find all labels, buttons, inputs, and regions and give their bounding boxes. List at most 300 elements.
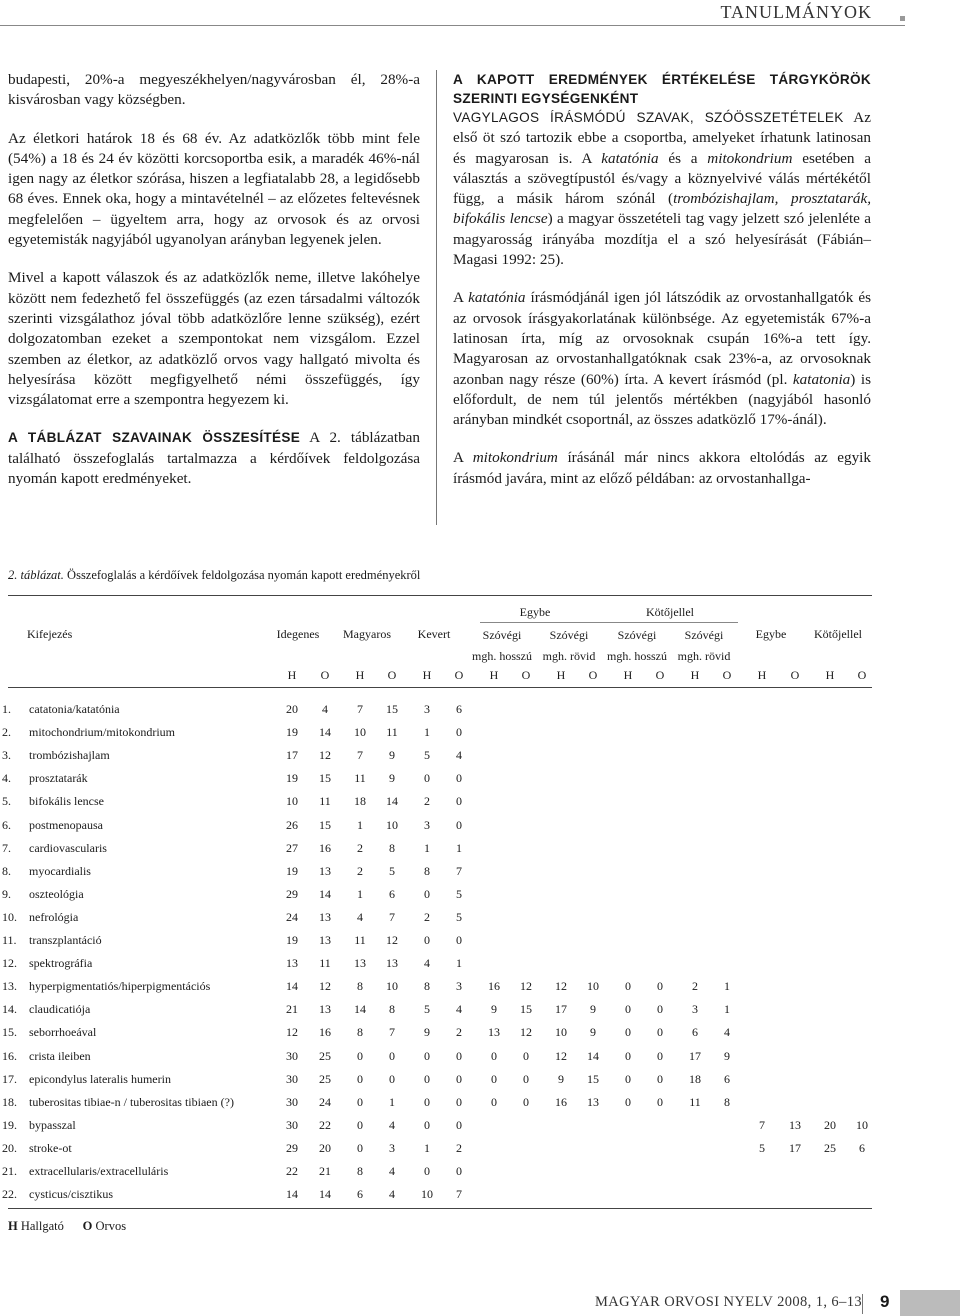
row-number: 12.: [2, 956, 17, 970]
row-value: 14: [286, 1187, 298, 1201]
text-run: esetében a választás a szövegtípustól és/vagy a köznyelvivé válás mértékétől függ, a másik három szónál (: [453, 149, 871, 208]
row-value: 25: [319, 1072, 331, 1086]
header-square-icon: [900, 16, 905, 21]
row-value: 0: [456, 933, 462, 947]
left-paragraph-2: Az életkori határok 18 és 68 év. Az adatközlők több mint fele (54%) a 18 és 24 év közötti korcsoportba esik, a maradék 46%-nál igen nagy az életkor szórása, hiszen a legfiatalabb 28, a legidősebb 68 éves. Ennek oka, hogy a mintavételnél – az előzetes feltevésnek megfelelően – ügyeltem arra, hogy az orvosok és az orvosi egyetemisták nagyjából ugyanolyan arányban legyenek jelen.: [8, 129, 420, 249]
row-value: 3: [692, 1002, 698, 1016]
row-value: 1: [724, 979, 730, 993]
row-value: 0: [456, 1049, 462, 1063]
row-value: 11: [319, 794, 331, 808]
row-value: 0: [424, 933, 430, 947]
italic-term: trombózishajlam, prosztatarák, bifokális lencse: [453, 190, 871, 228]
row-value: 27: [286, 841, 298, 855]
right-heading: A KAPOTT EREDMÉNYEK ÉRTÉKELÉSE TÁRGYKÖRÖK SZERINTI EGYSÉGENKÉNT: [453, 72, 871, 106]
row-value: 22: [286, 1164, 298, 1178]
ho-header-cell: H: [556, 668, 566, 682]
row-value: 24: [319, 1095, 331, 1109]
row-value: 7: [357, 702, 363, 716]
row-value: 9: [389, 771, 395, 785]
ho-header-cell: H: [623, 668, 633, 682]
row-value: 13: [789, 1118, 801, 1132]
row-number: 3.: [2, 748, 11, 762]
table-bottom-rule: [8, 1208, 872, 1209]
row-value: 1: [357, 887, 363, 901]
row-value: 19: [286, 933, 298, 947]
row-value: 1: [456, 841, 462, 855]
row-value: 0: [625, 1049, 631, 1063]
row-term: extracellularis/extracelluláris: [29, 1164, 169, 1178]
row-value: 15: [319, 818, 331, 832]
left-paragraph-3: Mivel a kapott válaszok és az adatközlők neme, illetve lakóhelye között nem fedezhető fel összefüggés (az ezen társadalmi változók szerinti vizsgálathoz jóval több adatközlőre lenne szükség), ezért dolgozatomban ezeket a szempontokat nem vizsgálom. Ezzel szemben az életkor, az adatközlő orvos vagy hallgató mivolta és helyesírása között megfigyelhető némi összefüggés, így vizsgálatomat erre a szempontra hegyezem ki.: [8, 269, 420, 409]
row-value: 7: [456, 864, 462, 878]
table-caption: [8, 568, 420, 583]
row-value: 0: [389, 1072, 395, 1086]
header-szovegi-1: Szóvégi: [482, 628, 522, 642]
row-value: 1: [424, 1141, 430, 1155]
row-value: 0: [424, 1049, 430, 1063]
row-value: 11: [354, 771, 366, 785]
row-value: 0: [657, 1025, 663, 1039]
row-term: epicondylus lateralis humerin: [29, 1072, 171, 1086]
section-title: TANULMÁNYOK: [720, 2, 872, 22]
row-value: 6: [724, 1072, 730, 1086]
row-value: 0: [625, 1095, 631, 1109]
header-kotojellel: Kötőjellel: [814, 627, 862, 641]
row-value: 14: [587, 1049, 599, 1063]
row-value: 0: [491, 1095, 497, 1109]
running-header: [0, 0, 960, 26]
row-number: 19.: [2, 1118, 17, 1132]
row-term: transzplantáció: [29, 933, 102, 947]
legend-h-text: Hallgató: [17, 1219, 64, 1233]
row-value: 10: [386, 979, 398, 993]
row-value: 17: [789, 1141, 801, 1155]
row-value: 0: [357, 1049, 363, 1063]
header-magyaros: Magyaros: [343, 627, 391, 641]
row-number: 11.: [2, 933, 17, 947]
ho-header-cell: O: [857, 668, 867, 682]
header-szovegi-2: Szóvégi: [549, 628, 589, 642]
row-value: 14: [319, 887, 331, 901]
row-value: 9: [558, 1072, 564, 1086]
row-value: 12: [386, 933, 398, 947]
row-value: 0: [424, 1164, 430, 1178]
row-number: 9.: [2, 887, 11, 901]
row-value: 3: [424, 818, 430, 832]
row-term: hyperpigmentatiós/hiperpigmentációs: [29, 979, 211, 993]
row-value: 0: [523, 1049, 529, 1063]
row-number: 17.: [2, 1072, 17, 1086]
row-value: 17: [555, 1002, 567, 1016]
row-term: stroke-ot: [29, 1141, 72, 1155]
row-value: 0: [357, 1072, 363, 1086]
text-run: Az első öt szó tartozik ebbe a csoportba, amelyeket írhatunk latinosan és magyarosan is. A: [453, 109, 871, 167]
row-value: 16: [319, 841, 331, 855]
row-value: 5: [424, 748, 430, 762]
header-kifejezes: Kifejezés: [27, 627, 73, 641]
text-run: és a: [658, 149, 708, 167]
header-egybe: Egybe: [755, 627, 787, 641]
table-caption-number: 2. táblázat.: [8, 568, 64, 582]
row-value: 12: [555, 1049, 567, 1063]
header-idegenes: Idegenes: [276, 627, 320, 641]
row-value: 0: [456, 771, 462, 785]
row-value: 30: [286, 1072, 298, 1086]
row-value: 0: [491, 1072, 497, 1086]
header-szovegi-4: Szóvégi: [684, 628, 724, 642]
row-value: 0: [456, 1095, 462, 1109]
row-value: 0: [424, 887, 430, 901]
row-value: 2: [456, 1025, 462, 1039]
row-value: 10: [555, 1025, 567, 1039]
row-value: 2: [692, 979, 698, 993]
row-value: 7: [357, 748, 363, 762]
row-value: 9: [590, 1002, 596, 1016]
left-paragraph-1: budapesti, 20%-a megyeszékhelyen/nagyvárosban él, 28%-a kisvárosban vagy községben.: [8, 71, 420, 109]
row-value: 13: [286, 956, 298, 970]
row-value: 0: [389, 1049, 395, 1063]
row-value: 13: [319, 933, 331, 947]
ho-header-cell: H: [690, 668, 700, 682]
row-value: 12: [286, 1025, 298, 1039]
row-value: 0: [424, 1095, 430, 1109]
row-value: 4: [389, 1118, 395, 1132]
row-value: 10: [386, 818, 398, 832]
row-value: 12: [555, 979, 567, 993]
row-number: 6.: [2, 818, 11, 832]
text-run: ) is előfordult, de nem túl jelentős mértékben (nagyjából hasonló arányban mindkét csoportnál, az összes adatközlő 17%-ánál).: [453, 370, 871, 429]
row-value: 1: [724, 1002, 730, 1016]
row-value: 7: [389, 910, 395, 924]
row-term: tuberositas tibiae-n / tuberositas tibiaen (?): [29, 1095, 234, 1109]
row-value: 4: [424, 956, 430, 970]
legend-o-text: Orvos: [92, 1219, 127, 1233]
row-value: 13: [587, 1095, 599, 1109]
row-number: 18.: [2, 1095, 17, 1109]
row-number: 16.: [2, 1049, 17, 1063]
row-value: 0: [657, 1049, 663, 1063]
row-term: cardiovascularis: [29, 841, 107, 855]
left-paragraph-4: [8, 428, 420, 489]
row-term: prosztatarák: [29, 771, 88, 785]
row-value: 0: [456, 1164, 462, 1178]
row-value: 29: [286, 887, 298, 901]
row-value: 13: [354, 956, 366, 970]
row-value: 3: [389, 1141, 395, 1155]
row-value: 7: [389, 1025, 395, 1039]
ho-header-cell: O: [588, 668, 598, 682]
row-value: 16: [555, 1095, 567, 1109]
row-number: 14.: [2, 1002, 17, 1016]
row-number: 22.: [2, 1187, 17, 1201]
row-number: 10.: [2, 910, 17, 924]
row-value: 16: [488, 979, 500, 993]
row-term: nefrológia: [29, 910, 79, 924]
row-value: 8: [389, 1002, 395, 1016]
row-value: 13: [386, 956, 398, 970]
row-value: 4: [357, 910, 363, 924]
row-number: 20.: [2, 1141, 17, 1155]
right-paragraph-2: [453, 288, 871, 430]
ho-header-cell: H: [825, 668, 835, 682]
row-value: 5: [424, 1002, 430, 1016]
row-value: 15: [386, 702, 398, 716]
header-mgh-2: mgh. rövid: [542, 649, 596, 663]
row-value: 2: [357, 841, 363, 855]
ho-header-cell: O: [722, 668, 732, 682]
right-paragraph-3: [453, 448, 871, 489]
row-value: 14: [319, 1187, 331, 1201]
row-value: 7: [456, 1187, 462, 1201]
right-subheading: VAGYLAGOS ÍRÁSMÓDÚ SZAVAK, SZÓÖSSZETÉTELEK: [453, 110, 844, 125]
ho-header-cell: O: [387, 668, 397, 682]
row-value: 9: [491, 1002, 497, 1016]
row-value: 10: [587, 979, 599, 993]
row-value: 18: [354, 794, 366, 808]
row-value: 6: [859, 1141, 865, 1155]
group-header-rule: [480, 622, 738, 623]
row-value: 5: [759, 1141, 765, 1155]
table-header-rule: [8, 687, 872, 688]
header-szovegi-3: Szóvégi: [617, 628, 657, 642]
row-value: 21: [286, 1002, 298, 1016]
row-value: 30: [286, 1095, 298, 1109]
row-value: 30: [286, 1118, 298, 1132]
row-value: 17: [689, 1049, 701, 1063]
row-term: trombózishajlam: [29, 748, 110, 762]
row-number: 15.: [2, 1025, 17, 1039]
row-value: 10: [856, 1118, 868, 1132]
row-value: 8: [357, 1164, 363, 1178]
row-value: 20: [824, 1118, 836, 1132]
ho-header-cell: H: [422, 668, 432, 682]
row-term: cysticus/cisztikus: [29, 1187, 113, 1201]
row-value: 1: [389, 1095, 395, 1109]
page-number: 9: [880, 1292, 890, 1311]
row-value: 14: [286, 979, 298, 993]
row-value: 0: [456, 725, 462, 739]
row-value: 15: [319, 771, 331, 785]
row-value: 12: [520, 979, 532, 993]
ho-header-cell: O: [454, 668, 464, 682]
row-value: 8: [357, 1025, 363, 1039]
column-divider: [436, 70, 437, 525]
row-value: 12: [520, 1025, 532, 1039]
row-value: 22: [319, 1118, 331, 1132]
right-paragraph-1: [453, 108, 871, 270]
row-term: bypasszal: [29, 1118, 76, 1132]
row-value: 0: [657, 1072, 663, 1086]
row-number: 5.: [2, 794, 11, 808]
header-mgh-4: mgh. rövid: [677, 649, 731, 663]
row-term: mitochondrium/mitokondrium: [29, 725, 175, 739]
row-number: 7.: [2, 841, 11, 855]
ho-header-cell: H: [757, 668, 767, 682]
row-value: 8: [424, 864, 430, 878]
row-number: 8.: [2, 864, 11, 878]
row-value: 6: [692, 1025, 698, 1039]
row-value: 0: [657, 1095, 663, 1109]
table-legend: [8, 1219, 126, 1234]
row-term: seborrhoeával: [29, 1025, 97, 1039]
row-value: 2: [424, 910, 430, 924]
row-value: 19: [286, 864, 298, 878]
row-value: 14: [319, 725, 331, 739]
running-footer: [0, 1290, 960, 1316]
ho-header-cell: H: [489, 668, 499, 682]
row-value: 5: [456, 910, 462, 924]
row-term: myocardialis: [29, 864, 91, 878]
row-term: catatonia/katatónia: [29, 702, 120, 716]
row-value: 15: [520, 1002, 532, 1016]
header-kevert: Kevert: [417, 627, 451, 641]
row-value: 8: [424, 979, 430, 993]
row-value: 0: [491, 1049, 497, 1063]
italic-term: katatonia: [792, 370, 851, 388]
row-value: 10: [286, 794, 298, 808]
ho-header-cell: O: [790, 668, 800, 682]
table-caption-text: Összefoglalás a kérdőívek feldolgozása nyomán kapott eredményekről: [63, 568, 421, 582]
row-value: 0: [657, 1002, 663, 1016]
ho-header-cell: O: [521, 668, 531, 682]
header-rule: [0, 25, 905, 26]
row-number: 2.: [2, 725, 11, 739]
row-value: 2: [357, 864, 363, 878]
row-value: 0: [424, 1072, 430, 1086]
row-value: 19: [286, 771, 298, 785]
row-value: 1: [424, 725, 430, 739]
row-value: 11: [689, 1095, 701, 1109]
legend-h-key: H: [8, 1219, 18, 1233]
row-value: 0: [625, 979, 631, 993]
row-value: 6: [456, 702, 462, 716]
row-value: 13: [319, 1002, 331, 1016]
row-value: 0: [456, 1118, 462, 1132]
text-run: írásánál már nincs akkora eltolódás az egyik írásmód javára, mint az előző példában: az orvostanhallga-: [453, 449, 871, 487]
row-value: 18: [689, 1072, 701, 1086]
row-number: 13.: [2, 979, 17, 993]
row-value: 4: [724, 1025, 730, 1039]
row-value: 0: [625, 1072, 631, 1086]
row-number: 1.: [2, 702, 11, 716]
row-value: 0: [625, 1025, 631, 1039]
row-value: 0: [357, 1095, 363, 1109]
row-term: bifokális lencse: [29, 794, 104, 808]
row-value: 0: [625, 1002, 631, 1016]
text-run: írásmódjánál igen jól látszódik az orvostanhallgatók és az orvosok írásgyakorlatának különbsége. Az egyetemisták 67%-a latinosan írta, míg az orvosoknak csupán 16%-a tett így. Magyarosan az orvostanhallgatóknak csak 23%-a, az orvosoknak azonban nagy része (60%) írta. A kevert írásmód (pl.: [453, 289, 871, 388]
row-value: 16: [319, 1025, 331, 1039]
row-value: 30: [286, 1049, 298, 1063]
row-value: 13: [488, 1025, 500, 1039]
italic-term: mitokondrium: [472, 449, 558, 467]
row-value: 10: [421, 1187, 433, 1201]
legend-o-key: O: [82, 1219, 93, 1233]
row-term: oszteológia: [29, 887, 84, 901]
row-value: 0: [456, 1072, 462, 1086]
row-value: 8: [389, 841, 395, 855]
group-header-egybe: Egybe: [519, 605, 551, 619]
row-value: 0: [424, 771, 430, 785]
journal-citation: MAGYAR ORVOSI NYELV 2008, 1, 6–13: [595, 1294, 863, 1310]
row-value: 13: [319, 864, 331, 878]
row-value: 11: [319, 956, 331, 970]
row-value: 9: [424, 1025, 430, 1039]
italic-term: katatónia: [601, 149, 659, 167]
row-value: 8: [724, 1095, 730, 1109]
row-value: 29: [286, 1141, 298, 1155]
row-value: 21: [319, 1164, 331, 1178]
right-column: [453, 70, 871, 507]
italic-term: mitokondrium: [707, 149, 793, 167]
row-term: crista ileiben: [29, 1049, 91, 1063]
row-value: 4: [389, 1187, 395, 1201]
row-value: 12: [319, 748, 331, 762]
row-value: 14: [354, 1002, 366, 1016]
row-value: 7: [759, 1118, 765, 1132]
row-value: 20: [319, 1141, 331, 1155]
ho-header-cell: O: [655, 668, 665, 682]
ho-header-cell: O: [320, 668, 330, 682]
table-summary-heading: A TÁBLÁZAT SZAVAINAK ÖSSZESÍTÉSE: [8, 430, 301, 446]
row-value: 10: [354, 725, 366, 739]
row-value: 2: [424, 794, 430, 808]
left-column: [8, 70, 420, 507]
table-top-rule: [8, 595, 872, 596]
row-value: 12: [319, 979, 331, 993]
row-value: 0: [357, 1118, 363, 1132]
text-run: A: [453, 449, 473, 467]
row-term: spektrográfia: [29, 956, 93, 970]
row-value: 1: [424, 841, 430, 855]
row-value: 4: [456, 1002, 462, 1016]
row-value: 3: [456, 979, 462, 993]
row-value: 20: [286, 702, 298, 716]
row-term: claudicatiója: [29, 1002, 91, 1016]
row-value: 19: [286, 725, 298, 739]
row-value: 0: [456, 794, 462, 808]
row-value: 9: [389, 748, 395, 762]
ho-header-cell: H: [355, 668, 365, 682]
row-value: 17: [286, 748, 298, 762]
row-value: 0: [657, 979, 663, 993]
row-value: 25: [319, 1049, 331, 1063]
footer-tab: [900, 1290, 960, 1316]
row-value: 1: [456, 956, 462, 970]
row-value: 6: [357, 1187, 363, 1201]
row-value: 13: [319, 910, 331, 924]
row-value: 9: [590, 1025, 596, 1039]
row-value: 1: [357, 818, 363, 832]
row-number: 4.: [2, 771, 11, 785]
row-value: 4: [322, 702, 328, 716]
table-summary-text: A 2. táblázatban található összefoglalás tartalmazza a kérdőívek feldolgozása nyomán kapott eredményeket.: [8, 429, 421, 488]
row-value: 25: [824, 1141, 836, 1155]
footer-divider: [862, 1294, 863, 1314]
row-value: 9: [724, 1049, 730, 1063]
row-value: 0: [357, 1141, 363, 1155]
row-value: 0: [456, 818, 462, 832]
row-value: 2: [456, 1141, 462, 1155]
ho-header-cell: H: [287, 668, 297, 682]
row-value: 0: [424, 1118, 430, 1132]
text-run: A: [453, 289, 469, 307]
row-value: 14: [386, 794, 398, 808]
row-number: 21.: [2, 1164, 17, 1178]
row-value: 5: [456, 887, 462, 901]
header-mgh-3: mgh. hosszú: [607, 649, 667, 663]
row-value: 11: [386, 725, 398, 739]
row-value: 3: [424, 702, 430, 716]
